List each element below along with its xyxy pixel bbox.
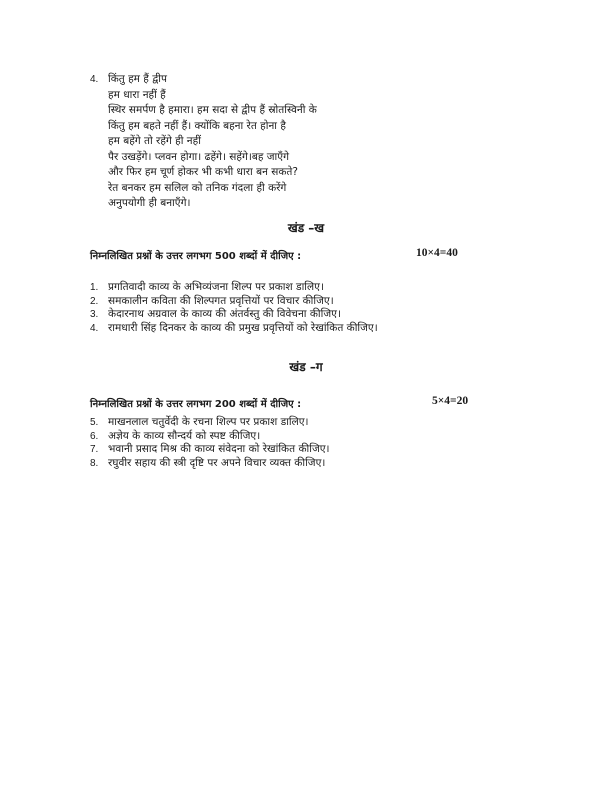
- question-item: 6. अज्ञेय के काव्य सौन्दर्य को स्पष्ट कीजिए।: [90, 429, 261, 442]
- section-ga-questions: [90, 416, 330, 470]
- question-item: 7. भवानी प्रसाद मिश्र की काव्य संवेदना को रेखांकित कीजिए।: [90, 443, 330, 455]
- poem-line: हम बहेंगे तो रहेंगे ही नहीं: [108, 135, 201, 147]
- section-kha-marks: 10×4=40: [416, 247, 458, 259]
- poem-line: रेत बनकर हम सलिल को तनिक गंदला ही करेंगे: [108, 181, 287, 194]
- section-ga-title: खंड –ग: [289, 360, 323, 374]
- section-kha-questions: [90, 281, 378, 335]
- section-ga-instruction: निम्नलिखित प्रश्नों के उत्तर लगभग 200 शब्दों में दीजिए :: [90, 399, 302, 410]
- section-kha-title: खंड –ख: [287, 221, 325, 235]
- poem-line: हम धारा नहीं हैं: [108, 88, 166, 101]
- poem-line: पैर उखड़ेंगे। प्लवन होगा। ढहेंगे। सहेंगे।बह जाएँगे: [108, 150, 289, 163]
- question-item: 1. प्रगतिवादी काव्य के अभिव्यंजना शिल्प पर प्रकाश डालिए।: [90, 281, 324, 293]
- poem-line: किंतु हम हैं द्वीप: [108, 73, 167, 85]
- poem-question-4: [90, 72, 317, 212]
- poem-lines: [108, 72, 317, 212]
- poem-line: किंतु हम बहते नहीं हैं। क्योंकि बहना रेत होना है: [108, 119, 286, 132]
- section-ga-marks: 5×4=20: [432, 395, 469, 407]
- question-item: 5. माखनलाल चतुर्वेदी के रचना शिल्प पर प्रकाश डालिए।: [90, 416, 309, 428]
- section-kha-instruction: निम्नलिखित प्रश्नों के उत्तर लगभग 500 शब्दों में दीजिए :: [90, 251, 302, 262]
- poem-line: स्थिर समर्पण है हमारा। हम सदा से द्वीप हैं स्रोतस्विनी के: [108, 104, 317, 116]
- question-item: 3. केदारनाथ अग्रवाल के काव्य की अंतर्वस्तु की विवेचना कीजिए।: [90, 308, 341, 320]
- question-item: 4. रामधारी सिंह दिनकर के काव्य की प्रमुख प्रवृत्तियों को रेखांकित कीजिए।: [90, 321, 378, 334]
- question-number: 4.: [90, 74, 99, 85]
- poem-line: अनुपयोगी ही बनाएँगे।: [108, 197, 191, 209]
- question-item: 8. रघुवीर सहाय की स्त्री दृष्टि पर अपने विचार व्यक्त कीजिए।: [90, 456, 326, 469]
- question-item: 2. समकालीन कविता की शिल्पगत प्रवृत्तियों पर विचार कीजिए।: [90, 294, 334, 307]
- poem-line: और फिर हम चूर्ण होकर भी कभी धारा बन सकते?: [108, 166, 298, 178]
